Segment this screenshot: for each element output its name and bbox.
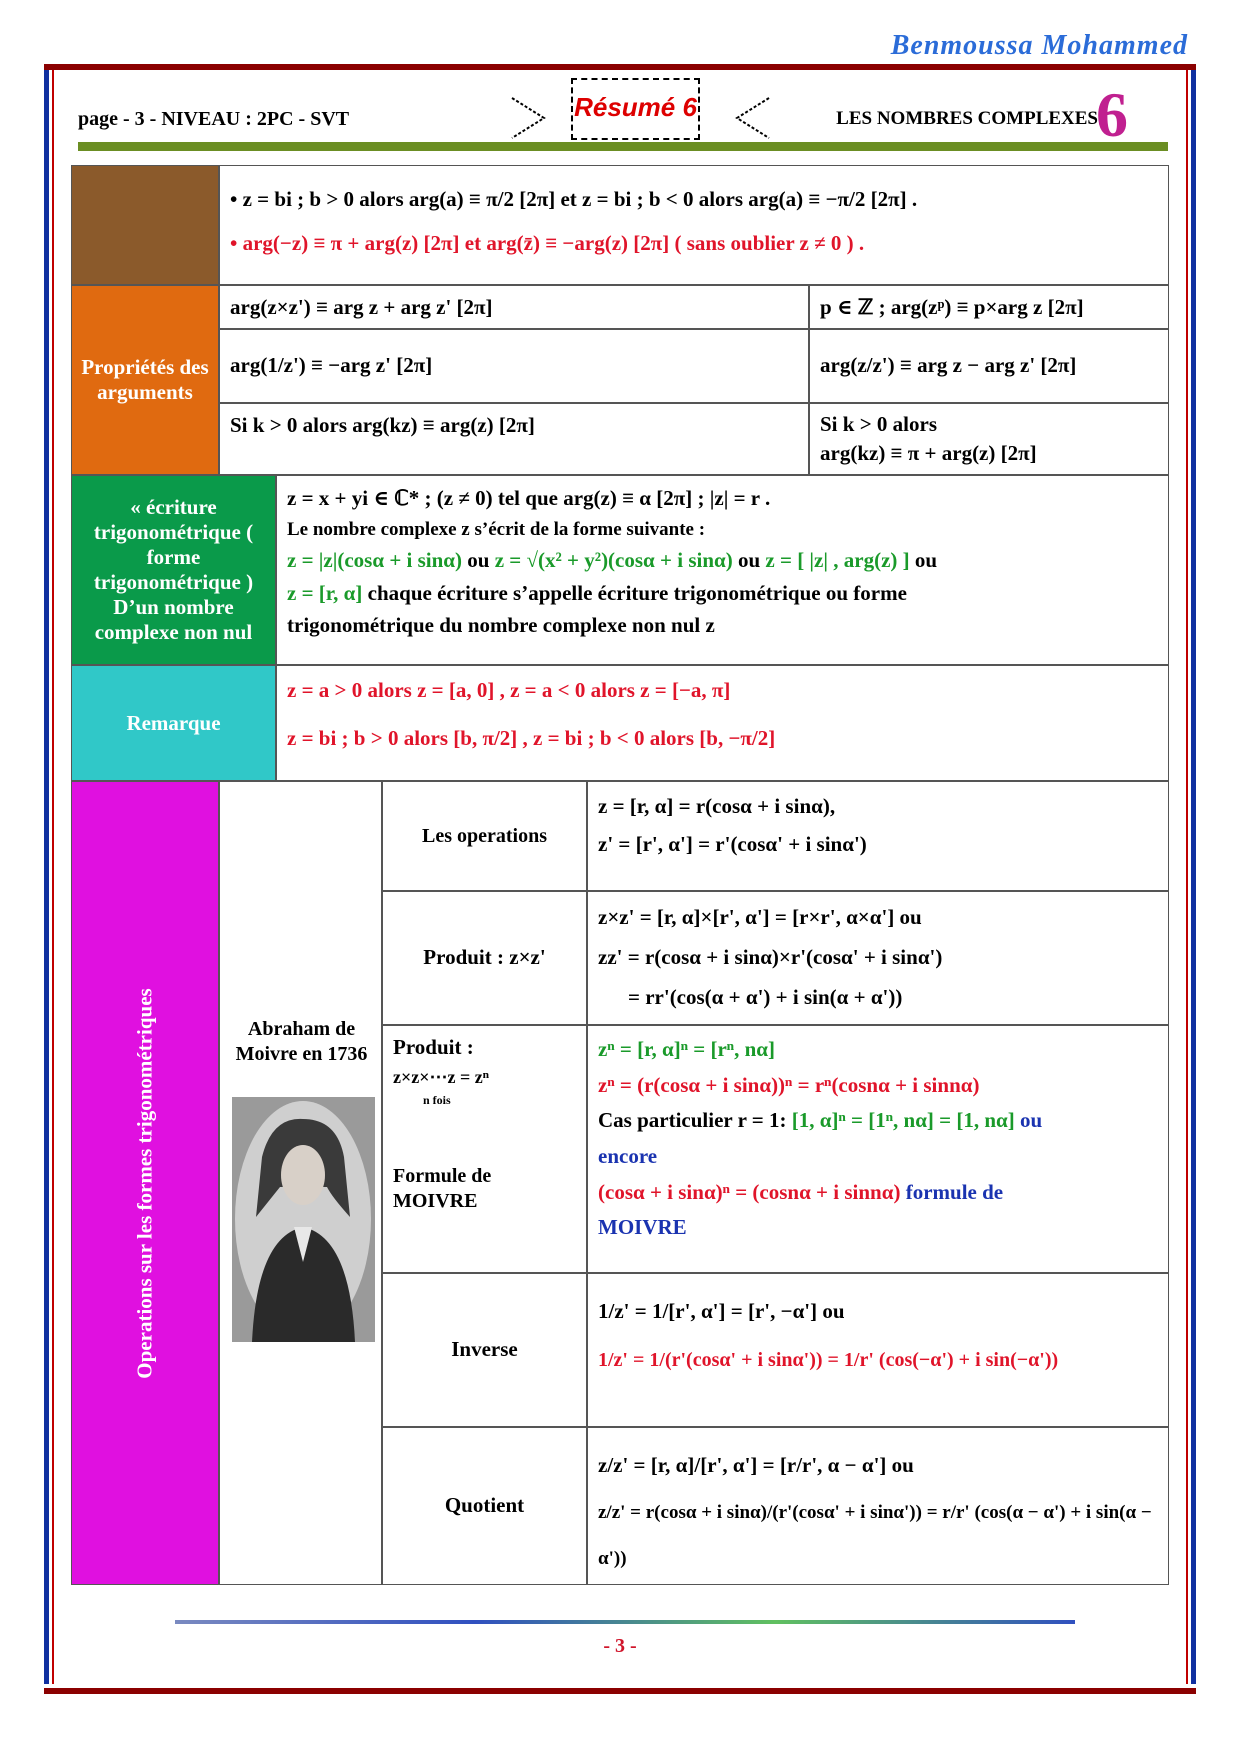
- top-border: [44, 64, 1196, 70]
- page-header: [78, 79, 1158, 150]
- remarque-content: [276, 665, 1169, 781]
- brown-label-cell: [71, 165, 219, 285]
- footer-line: [175, 1620, 1075, 1624]
- prop-power: p ∈ ℤ ; arg(zᵖ) ≡ p×arg z [2π]: [809, 285, 1169, 329]
- trig-label: « écriture trigonométrique ( forme trigonométrique ) D’un nombre complexe non nul: [71, 475, 276, 665]
- trig-line4: z = [r, α] chaque écriture s’appelle écriture trigonométrique ou forme: [287, 580, 907, 605]
- op-formula-product: z×z' = [r, α]×[r', α'] = [r×r', α×α'] ou zz' = r(cosα + i sinα)×r'(cosα' + i sinα') = rr'(cos(α + α') + i sin(α + α')): [587, 891, 1169, 1025]
- trig-line2: Le nombre complexe z s’écrit de la forme suivante :: [287, 518, 706, 540]
- remarque-line1: z = a > 0 alors z = [a, 0] , z = a < 0 alors z = [−a, π]: [287, 678, 731, 702]
- moivre-caption: Abraham de Moivre en 1736: [235, 1018, 368, 1065]
- moivre-cell: [219, 781, 382, 1585]
- remarque-label: Remarque: [71, 665, 276, 781]
- op-formula-inverse: 1/z' = 1/[r', α'] = [r', −α'] ou 1/z' = 1/(r'(cosα' + i sinα')) = 1/r' (cos(−α') + i sin(−α')): [587, 1273, 1169, 1427]
- left-border: [44, 70, 49, 1684]
- left-border-inner: [52, 70, 54, 1684]
- op-formula-quotient: z/z' = [r, α]/[r', α'] = [r/r', α − α'] ou z/z' = r(cosα + i sinα)/(r'(cosα' + i sinα')) = r/r' (cos(α − α') + i sin(α − α')): [587, 1427, 1169, 1585]
- page-number: - 3 -: [603, 1635, 637, 1657]
- prop-k-positive: Si k > 0 alors arg(kz) ≡ arg(z) [2π]: [219, 403, 809, 475]
- author-signature: Benmoussa Mohammed: [890, 30, 1188, 61]
- prop-quotient: arg(z/z') ≡ arg z − arg z' [2π]: [809, 329, 1169, 403]
- right-border: [1191, 70, 1196, 1684]
- chevron-right-icon: [508, 94, 548, 142]
- arg-pure-line1: • z = bi ; b > 0 alors arg(a) ≡ π/2 [2π] et z = bi ; b < 0 alors arg(a) ≡ −π/2 [2π] .: [230, 187, 918, 211]
- header-level: page - 3 - NIVEAU : 2PC - SVT: [78, 108, 350, 130]
- prop-k-negative: Si k > 0 alors arg(kz) ≡ π + arg(z) [2π]: [809, 403, 1169, 475]
- op-formula-power: zⁿ = [r, α]ⁿ = [rⁿ, nα] zⁿ = (r(cosα + i sinα))ⁿ = rⁿ(cosnα + i sinnα) Cas particulier r = 1: [1, α]ⁿ = [1ⁿ, nα] = [1, nα] ou encore (cosα + i sinα)ⁿ = (cosnα + i sinnα) formule de MOIVRE: [587, 1025, 1169, 1273]
- header-bar: [78, 142, 1168, 151]
- prop-product: arg(z×z') ≡ arg z + arg z' [2π]: [219, 285, 809, 329]
- op-name-power: Produit : z×z×⋯z = zⁿ n fois Formule de MOIVRE: [382, 1025, 587, 1273]
- right-border-inner: [1186, 70, 1188, 1684]
- trig-content: [276, 475, 1169, 665]
- moivre-portrait: [232, 1097, 375, 1342]
- prop-inverse: arg(1/z') ≡ −arg z' [2π]: [219, 329, 809, 403]
- op-name-operations: Les operations: [382, 781, 587, 891]
- summary-table: [71, 165, 1169, 1585]
- arg-pure-cell: [219, 165, 1169, 285]
- bottom-border: [44, 1688, 1196, 1694]
- ops-vertical-label: Operations sur les formes trigonométriques: [132, 987, 157, 1379]
- trig-line5: trigonométrique du nombre complexe non nul z: [287, 613, 715, 638]
- op-name-product: Produit : z×z': [382, 891, 587, 1025]
- remarque-line2: z = bi ; b > 0 alors [b, π/2] , z = bi ; b < 0 alors [b, −π/2]: [287, 726, 776, 751]
- op-name-quotient: Quotient: [382, 1427, 587, 1585]
- trig-line3: z = |z|(cosα + i sinα) ou z = √(x² + y²)(cosα + i sinα) ou z = [ |z| , arg(z) ] ou: [287, 547, 938, 572]
- trig-line1: z = x + yi ∈ ℂ* ; (z ≠ 0) tel que arg(z) ≡ α [2π] ; |z| = r .: [287, 486, 771, 510]
- ops-label-cell: [71, 781, 219, 1585]
- op-formula-operations: z = [r, α] = r(cosα + i sinα), z' = [r', α'] = r'(cosα' + i sinα'): [587, 781, 1169, 891]
- chapter-logo: 6: [1096, 79, 1128, 150]
- op-name-inverse: Inverse: [382, 1273, 587, 1427]
- resume-badge: Résumé 6: [571, 78, 700, 140]
- chevron-left-icon: [733, 94, 773, 142]
- arg-pure-line2: • arg(−z) ≡ π + arg(z) [2π] et arg(z̄) ≡ −arg(z) [2π] ( sans oublier z ≠ 0 ) .: [230, 230, 865, 255]
- header-chapter: LES NOMBRES COMPLEXES: [836, 108, 1098, 129]
- props-label: Propriétés des arguments: [71, 285, 219, 475]
